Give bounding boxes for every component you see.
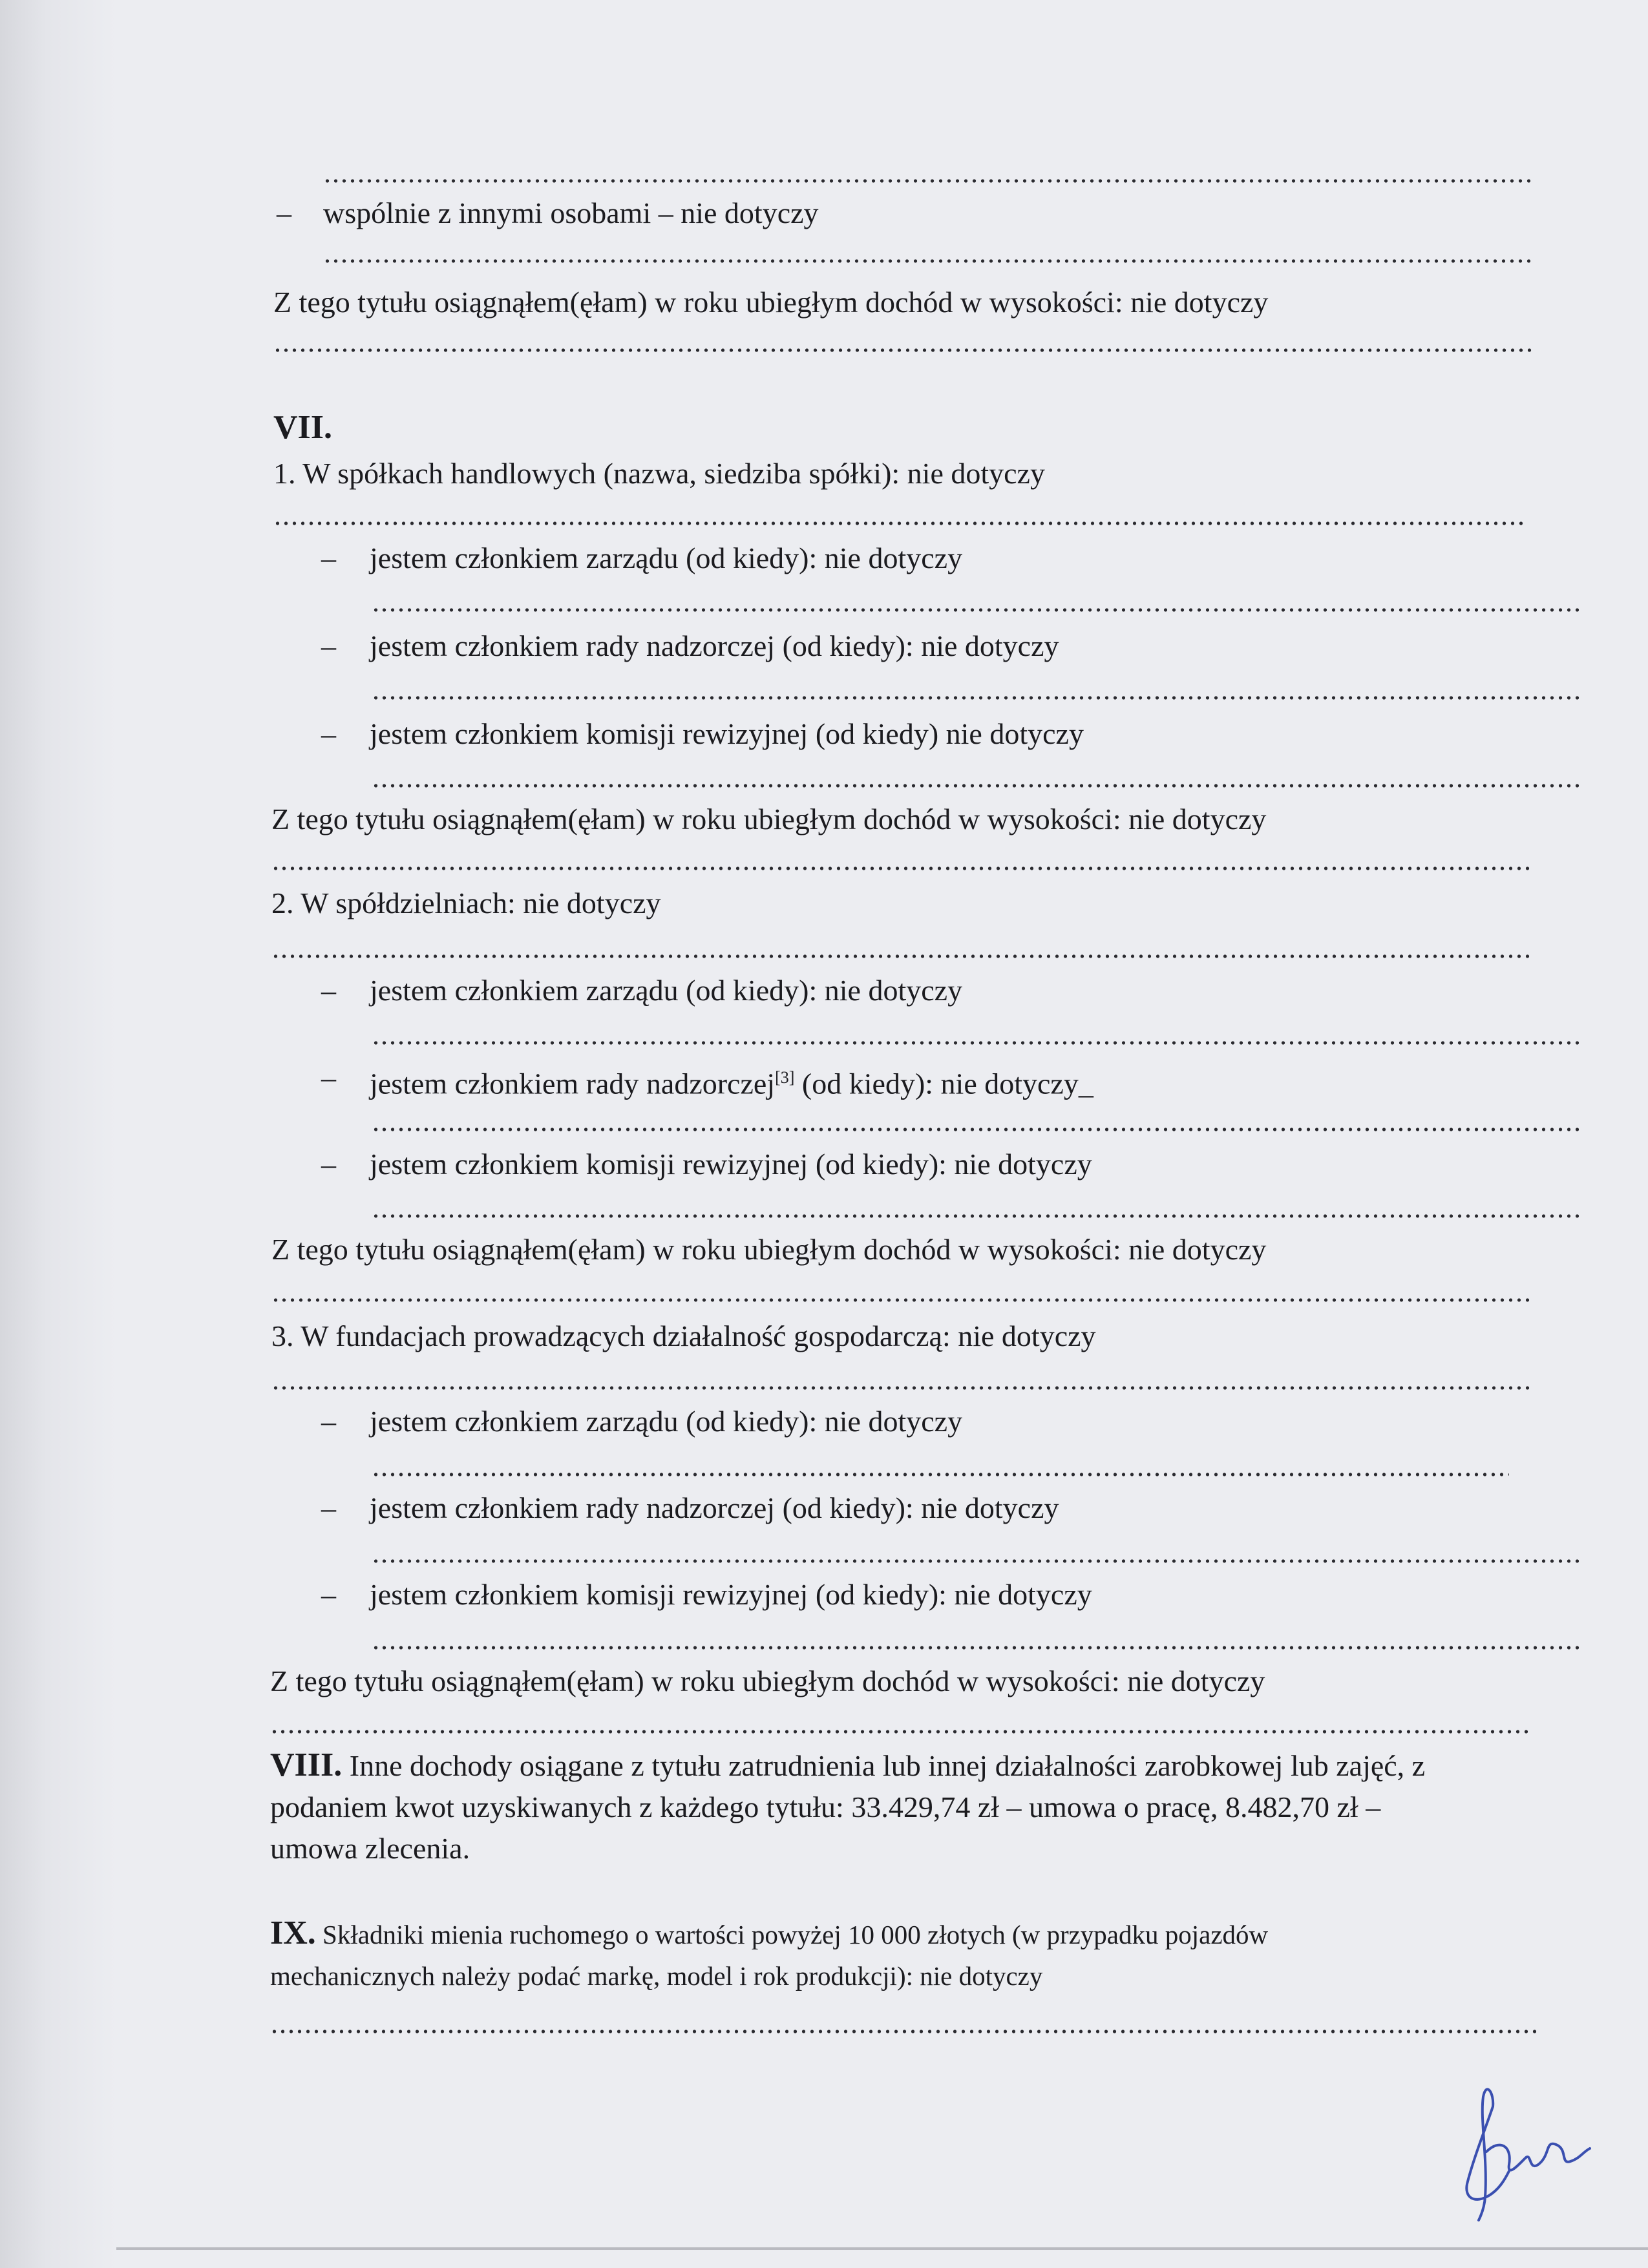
dash: –	[321, 1061, 336, 1094]
vii-1-rada: jestem członkiem rady nadzorczej (od kiedy): nie dotyczy	[370, 629, 1059, 662]
vii-3-income: Z tego tytułu osiągnąłem(ęłam) w roku ubiegłym dochód w wysokości: nie dotyczy	[270, 1664, 1265, 1697]
dotted-line	[273, 521, 1527, 526]
viii-line-2: podaniem kwot uzyskiwanych z każdego tytułu: 33.429,74 zł – umowa o pracę, 8.482,70 zł –	[270, 1790, 1381, 1823]
section-viii-heading: VIII.	[270, 1747, 343, 1783]
vii-2-income: Z tego tytułu osiągnąłem(ęłam) w roku ubiegłym dochód w wysokości: nie dotyczy	[271, 1233, 1267, 1266]
dotted-line	[372, 1472, 1509, 1477]
dotted-line	[372, 695, 1580, 700]
viii-line-1: Inne dochody osiągane z tytułu zatrudnienia lub innej działalności zarobkowej lub zajęć, z	[342, 1749, 1426, 1782]
dotted-line	[271, 866, 1532, 871]
jointly-line: wspólnie z innymi osobami – nie dotyczy	[323, 196, 819, 229]
vii-2-komisja: jestem członkiem komisji rewizyjnej (od kiedy): nie dotyczy	[370, 1148, 1092, 1181]
dotted-line	[372, 1645, 1580, 1650]
vii-1-title: 1. W spółkach handlowych (nazwa, siedziba spółki): nie dotyczy	[273, 457, 1045, 490]
vii-1-income: Z tego tytułu osiągnąłem(ęłam) w roku ubiegłym dochód w wysokości: nie dotyczy	[271, 803, 1267, 835]
dash: –	[321, 974, 336, 1007]
dotted-line	[323, 178, 1532, 184]
vii-2-rada	[370, 1060, 1093, 1102]
dash: –	[321, 717, 336, 750]
section-ix-heading: IX.	[270, 1915, 316, 1951]
income-line-vi: Z tego tytułu osiągnąłem(ęłam) w roku ubiegłym dochód w wysokości: nie dotyczy	[273, 286, 1269, 319]
viii-line-3: umowa zlecenia.	[270, 1832, 470, 1865]
dotted-line	[271, 954, 1532, 959]
dash: –	[321, 1405, 336, 1438]
vii-3-rada: jestem członkiem rady nadzorczej (od kiedy): nie dotyczy	[370, 1491, 1059, 1524]
vii-3-zarzad: jestem członkiem zarządu (od kiedy): nie dotyczy	[370, 1405, 963, 1438]
dotted-line	[270, 2029, 1537, 2034]
dash: –	[321, 1578, 336, 1611]
dotted-line	[271, 1297, 1532, 1303]
vii-2-rada-suffix: (od kiedy): nie dotyczy_	[794, 1067, 1093, 1100]
vii-1-zarzad: jestem członkiem zarządu (od kiedy): nie dotyczy	[370, 541, 963, 574]
section-vii-heading: VII.	[273, 409, 333, 446]
dotted-line	[372, 1213, 1580, 1219]
dotted-line	[271, 1385, 1532, 1391]
ix-line-2: mechanicznych należy podać markę, model i rok produkcji): nie dotyczy	[270, 1961, 1043, 1991]
dotted-line	[323, 258, 1532, 264]
vii-3-komisja: jestem członkiem komisji rewizyjnej (od kiedy): nie dotyczy	[370, 1578, 1092, 1611]
vii-2-rada-label: jestem członkiem rady nadzorczej	[370, 1067, 776, 1100]
dotted-line	[273, 348, 1534, 353]
dotted-line	[372, 1127, 1580, 1132]
dash: –	[277, 196, 291, 229]
dotted-line	[372, 1040, 1580, 1045]
footnote-ref: [3]	[775, 1068, 795, 1087]
dotted-line	[372, 607, 1580, 613]
vii-1-komisja: jestem członkiem komisji rewizyjnej (od kiedy) nie dotyczy	[370, 717, 1084, 750]
section-ix	[270, 1913, 1563, 1997]
vii-2-zarzad: jestem członkiem zarządu (od kiedy): nie dotyczy	[370, 974, 963, 1007]
ix-line-1: Składniki mienia ruchomego o wartości powyżej 10 000 złotych (w przypadku pojazdów	[315, 1920, 1269, 1949]
dotted-line	[372, 1559, 1580, 1564]
dotted-line	[270, 1729, 1530, 1734]
dotted-line	[372, 783, 1580, 788]
signature	[1448, 2068, 1603, 2223]
vii-2-title: 2. W spółdzielniach: nie dotyczy	[271, 887, 661, 919]
dash: –	[321, 541, 336, 574]
dash: –	[321, 1148, 336, 1181]
dash: –	[321, 1491, 336, 1524]
section-viii	[270, 1745, 1563, 1869]
vii-3-title: 3. W fundacjach prowadzących działalność gospodarczą: nie dotyczy	[271, 1319, 1096, 1352]
dash: –	[321, 629, 336, 662]
